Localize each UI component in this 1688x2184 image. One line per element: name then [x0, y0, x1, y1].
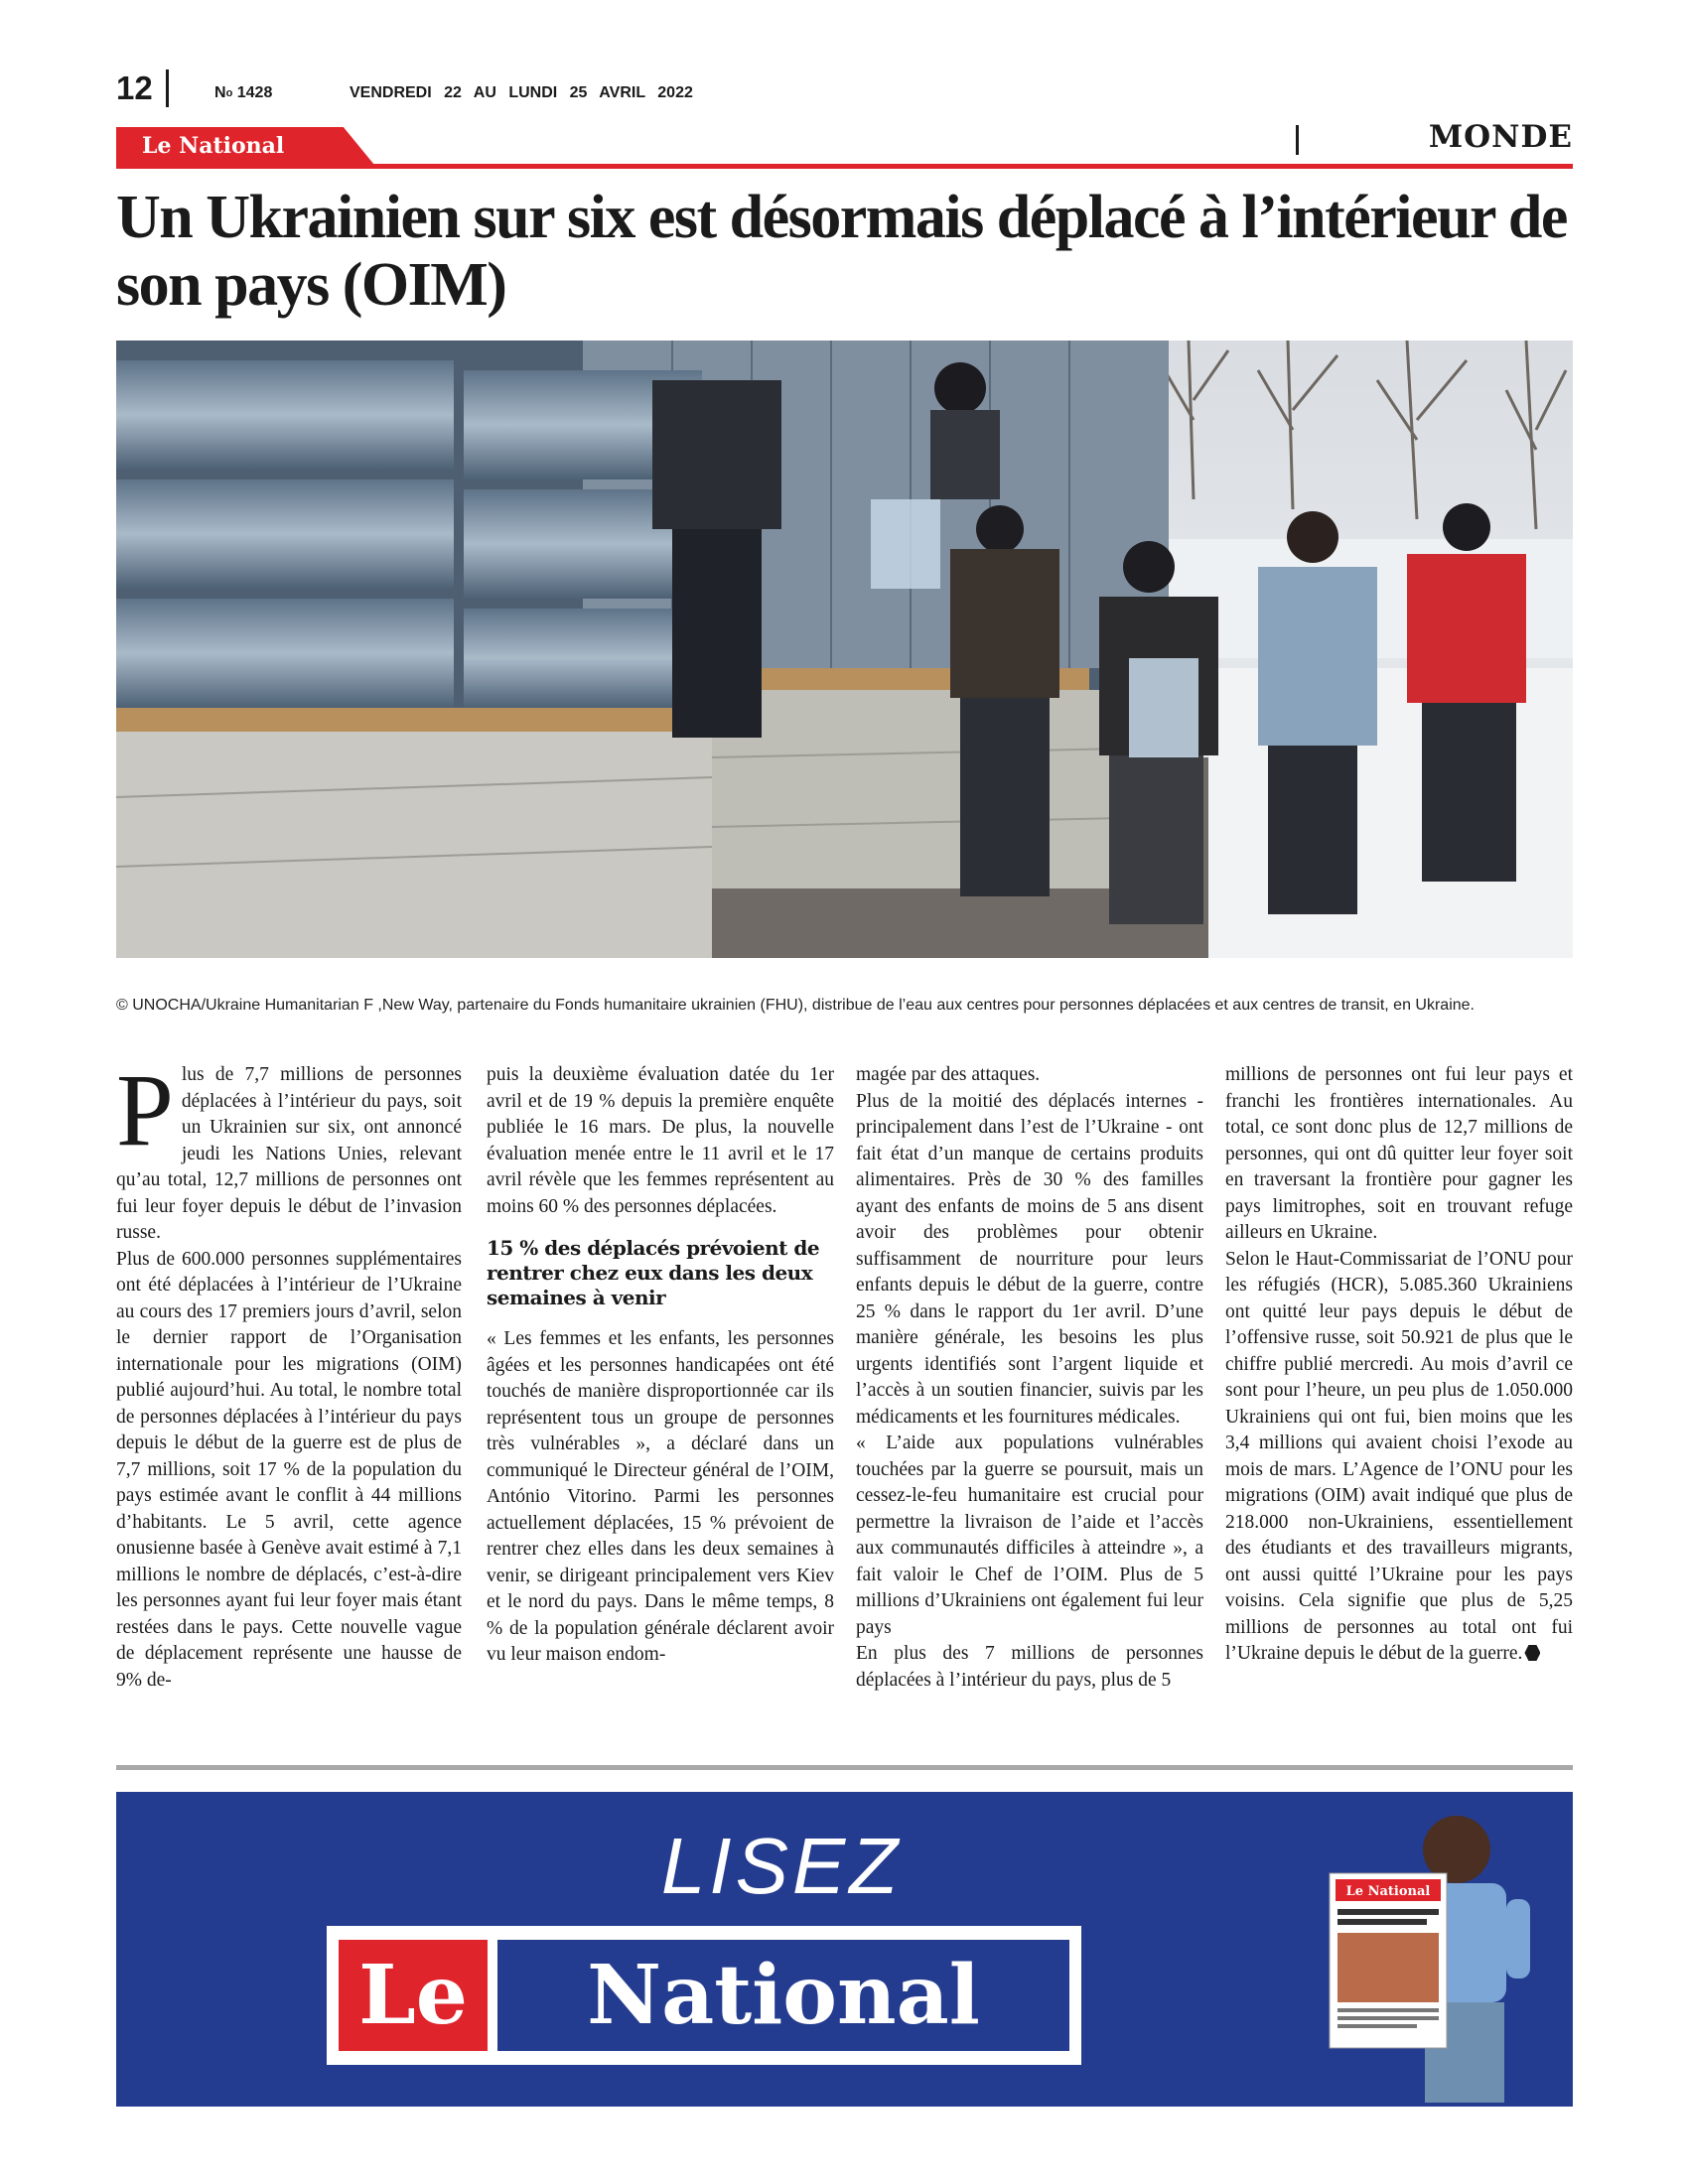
photo-caption: © UNOCHA/Ukraine Humanitarian F ,New Way, partenaire du Fonds humanitaire ukrainien (FHU), distribue de l’eau aux centres pour personnes déplacées et aux centres de transit, en Ukraine.	[116, 997, 1475, 1014]
logo-le-block	[339, 1940, 488, 2051]
section-divider	[1296, 125, 1299, 155]
headline: Un Ukrainien sur six est désormais déplacé à l’intérieur de son pays (OIM)	[116, 184, 1567, 319]
lead-paragraph	[116, 1053, 462, 1247]
promo-banner[interactable]	[116, 1792, 1573, 2107]
body-paragraph: puis la deuxième évaluation datée du 1er avril et de 19 % depuis la première enquête publiée le 16 mars. De plus, la nouvelle évaluation menée entre le 11 avril et le 17 avril révèle que les femmes représentent au moins 60 % des personnes déplacées.	[487, 1064, 834, 1217]
article-photo	[116, 341, 1573, 958]
dropcap: P	[116, 1053, 174, 1167]
body-paragraph: En plus des 7 millions de personnes déplacées à l’intérieur du pays, plus de 5	[856, 1643, 1203, 1691]
header-rule	[116, 164, 1573, 169]
body-paragraph: magée par des attaques.	[856, 1064, 1041, 1085]
logo-national-block	[497, 1940, 1069, 2051]
mini-logo: Le National	[1345, 1884, 1431, 1899]
photo-illustration	[116, 341, 1573, 958]
body-paragraph: « L’aide aux populations vulnérables touchées par la guerre se poursuit, mais un cessez-le-feu humanitaire est crucial pour permettre la livraison de l’aide et l’accès aux communautés difficiles à atteindre », a fait valoir le Chef de l’OIM. Plus de 5 millions d’Ukrainiens ont également fui leur pays	[856, 1433, 1203, 1638]
issue-date: VENDREDI 22 AU LUNDI 25 AVRIL 2022	[350, 84, 693, 101]
body-paragraph: Plus de la moitié des déplacés internes - principalement dans l’est de l’Ukraine - ont fait état d’un manque de certains produits alimentaires. Près de 30 % des familles ayant des enfants de moins de 5 ans disent avoir des problèmes pour obtenir suffisamment de nourriture pour leurs enfants depuis le début de la guerre, contre 25 % dans le rapport du 1er avril. D’une manière générale, les besoins les plus urgents identifiés sont l’argent liquide et l’accès à un soutien financier, suivis par les médicaments et les fournitures médicales.	[856, 1090, 1203, 1428]
subheading: 15 % des déplacés prévoient de rentrer chez eux dans les deux semaines à venir	[487, 1236, 820, 1309]
header-divider	[166, 69, 169, 107]
issue-value: 1428	[232, 84, 273, 101]
end-mark-icon	[1524, 1645, 1540, 1661]
article-column-4	[1225, 1062, 1573, 1668]
lead-text: lus de 7,7 millions de personnes déplacées à l’intérieur du pays, soit un Ukrainien sur six, ont annoncé jeudi les Nations Unies, relevant qu’au total, 12,7 millions de personnes ont fui leur foyer depuis le début de l’invasion russe.	[116, 1064, 462, 1243]
logo-national-text: National	[587, 1948, 980, 2043]
section-label: MONDE	[1428, 119, 1573, 155]
issue-number	[214, 83, 272, 103]
footer-rule	[116, 1765, 1573, 1770]
promo-logo	[327, 1926, 1081, 2065]
logo-le-text: Le	[358, 1948, 468, 2043]
article-column-2	[487, 1062, 834, 1669]
body-paragraph: millions de personnes ont fui leur pays et franchi les frontières internationales. Au total, ce sont donc plus de 12,7 millions de personnes, qui ont dû quitter leur foyer soit en traversant la frontière pour gagner les pays limitrophes, soit en trouvant refuge ailleurs en Ukraine.	[1225, 1064, 1573, 1243]
page-number: 12	[116, 69, 153, 106]
issue-prefix: N	[214, 84, 226, 101]
promo-headline: LISEZ	[660, 1822, 903, 1910]
brand-tag	[116, 127, 374, 165]
body-paragraph	[1225, 1247, 1573, 1668]
brand-tag-label: Le National	[142, 133, 285, 159]
article-column-3	[856, 1062, 1203, 1694]
body-paragraph: Plus de 600.000 personnes supplémentaires ont été déplacées à l’intérieur de l’Ukraine au cours des 17 premiers jours d’avril, selon le dernier rapport de l’Organisation internationale pour les migrations (OIM) publié aujourd’hui. Au total, le nombre total de personnes déplacées à l’intérieur du pays depuis le début de la guerre est de plus de 7,7 millions, soit 17 % de la population du pays estimée avant le conflit à 44 millions d’habitants. Le 5 avril, cette agence onusienne basée à Genève avait estimé à 7,1 millions le nombre de déplacés, c’est-à-dire les personnes ayant fui leur foyer mais étant restées dans le pays. Cette nouvelle vague de déplacement représente une hausse de 9% de-	[116, 1248, 462, 1691]
issue-superscript: o	[225, 87, 233, 99]
article-column-1	[116, 1053, 462, 1694]
closing-text: Selon le Haut-Commissariat de l’ONU pour les réfugiés (HCR), 5.085.360 Ukrainiens ont quitté leur pays depuis le début de l’offensive russe, soit 50.921 de plus que le chiffre publié mercredi. Au mois d’avril ce sont pour l’heure, un peu plus de 1.050.000 Ukrainiens qui ont fui, bien moins que les 3,4 millions qui avaient choisi l’exode au mois de mars. L’Agence de l’ONU pour les migrations (OIM) avait indiqué que plus de 218.000 non-Ukrainiens, essentiellement des étudiants et des travailleurs migrants, ont aussi quitté l’Ukraine pour les pays voisins. Cela signifie que plus de 5,25 millions de personnes au total ont fui l’Ukraine depuis le début de la guerre.	[1225, 1248, 1573, 1664]
body-paragraph: « Les femmes et les enfants, les personnes âgées et les personnes handicapées ont été touchés de manière disproportionnée car ils représentent tous un groupe de personnes très vulnérables », a déclaré dans un communiqué le Directeur général de l’OIM, António Vitorino. Parmi les personnes actuellement déplacées, 15 % prévoient de rentrer chez elles dans les deux semaines à venir, se dirigeant principalement vers Kiev et le nord du pays. Dans le même temps, 8 % de la population générale déclarent avoir vu leur maison endom-	[487, 1328, 834, 1665]
promo-person-with-newspaper	[1308, 1800, 1546, 2103]
